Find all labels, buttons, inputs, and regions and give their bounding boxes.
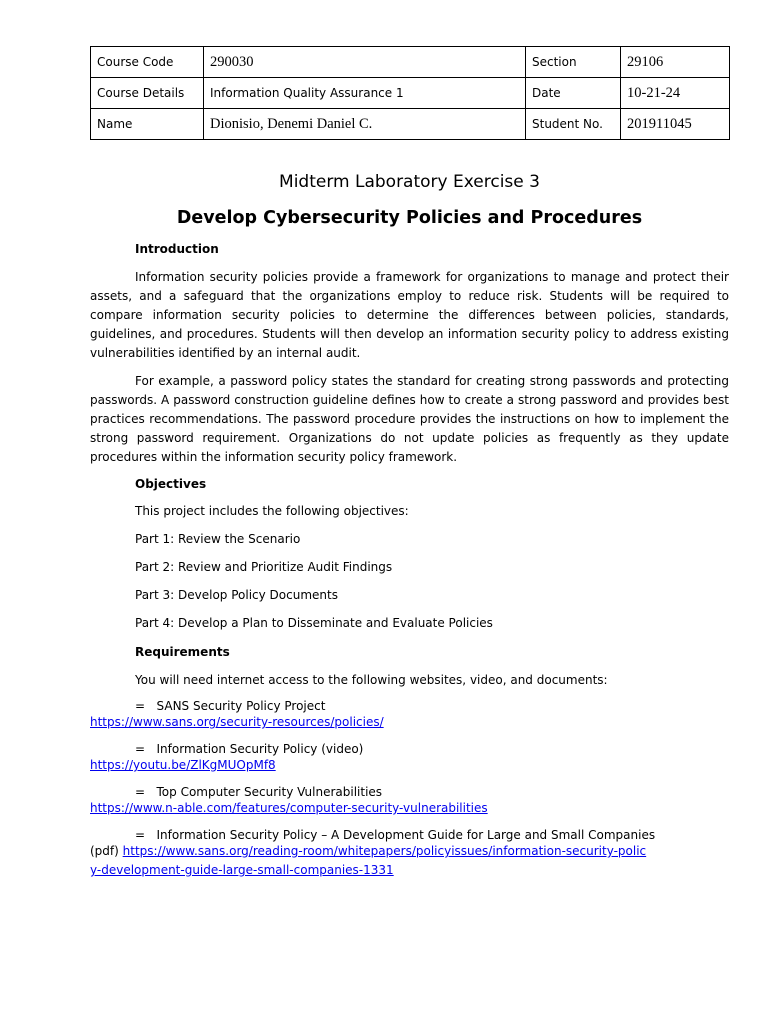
resource-label: Information Security Policy (video) [156,742,364,756]
document-subtitle: Develop Cybersecurity Policies and Procedures [176,208,643,228]
objectives-heading: Objectives [135,477,207,491]
course-code-value: 290030 [204,47,526,78]
bullet-marker: = [135,699,146,713]
resource-item [90,699,729,732]
section-label: Section [526,47,621,78]
resource-label: Information Security Policy – A Development Guide for Large and Small Companies [156,828,656,842]
requirements-heading: Requirements [135,645,230,659]
resource-label: SANS Security Policy Project [156,699,326,713]
student-no-value: 201911045 [621,109,730,140]
objective-item-3: Part 3: Develop Policy Documents [135,588,338,602]
objectives-intro: This project includes the following objectives: [135,504,409,518]
course-info-table [90,46,730,140]
document-title: Midterm Laboratory Exercise 3 [279,172,540,192]
table-row [91,47,730,78]
objective-item-4: Part 4: Develop a Plan to Disseminate and Evaluate Policies [135,616,493,630]
course-code-label: Course Code [91,47,204,78]
document-page [90,46,729,880]
objective-item-2: Part 2: Review and Prioritize Audit Findings [135,560,393,574]
bullet-marker: = [135,785,146,799]
resource-prefix: (pdf) [90,844,119,858]
name-label: Name [91,109,204,140]
introduction-paragraph-1: Information security policies provide a framework for organizations to manage and protect their assets, and a safeguard that the organizations employ to reduce risk. Students will be required to compare information security policies to determine the differences between policies, standards, guidelines, and procedures. Students will then develop an information security policy to address existing vulnerabilities identified by an internal audit. [90,270,729,360]
table-row [91,109,730,140]
resource-link-sans-whitepaper[interactable]: https://www.sans.org/reading-room/whitepapers/policyissues/information-security-policy-development-guide-large-small-companies-1331 [90,844,647,877]
resource-item [90,828,729,880]
resource-link-sans-policies[interactable]: https://www.sans.org/security-resources/policies/ [90,715,384,729]
resource-link-youtube-video[interactable]: https://youtu.be/ZlKgMUOpMf8 [90,758,276,772]
resource-item [90,742,729,775]
introduction-paragraph-2: For example, a password policy states the standard for creating strong passwords and protecting passwords. A password construction guideline defines how to create a strong password and provides best practices recommendations. The password procedure provides the instructions on how to implement the strong password requirement. Organizations do not update policies as frequently as they update procedures within the information security policy framework. [90,374,729,464]
course-details-label: Course Details [91,78,204,109]
name-value: Dionisio, Denemi Daniel C. [204,109,526,140]
student-no-label: Student No. [526,109,621,140]
bullet-marker: = [135,742,146,756]
section-value: 29106 [621,47,730,78]
date-value: 10-21-24 [621,78,730,109]
resource-label: Top Computer Security Vulnerabilities [156,785,383,799]
objective-item-1: Part 1: Review the Scenario [135,532,301,546]
introduction-heading: Introduction [135,242,219,256]
bullet-marker: = [135,828,146,842]
resource-item [90,785,729,818]
course-details-value: Information Quality Assurance 1 [204,78,526,109]
resource-link-n-able-vulnerabilities[interactable]: https://www.n-able.com/features/computer-security-vulnerabilities [90,801,488,815]
table-row [91,78,730,109]
date-label: Date [526,78,621,109]
requirements-intro: You will need internet access to the following websites, video, and documents: [135,673,608,687]
